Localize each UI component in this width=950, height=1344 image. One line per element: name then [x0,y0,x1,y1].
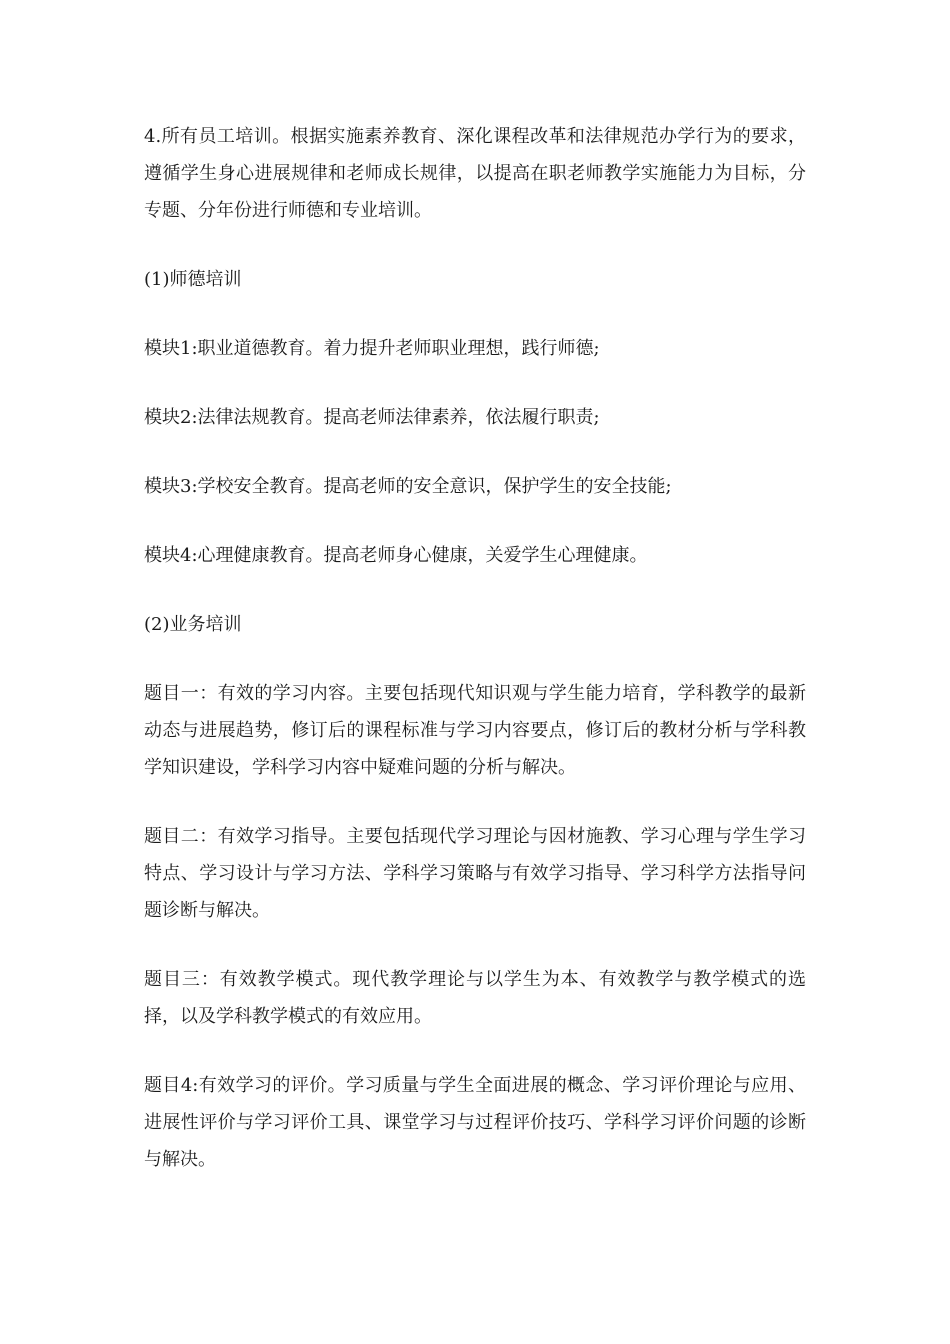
paragraph-all-staff-training: 4.所有员工培训。根据实施素养教育、深化课程改革和法律规范办学行为的要求，遵循学生身心进展规律和老师成长规律，以提高在职老师教学实施能力为目标，分专题、分年份进行师德和专业培训。 [144,126,806,221]
document-body [144,118,806,1210]
paragraph-topic-4: 题目4:有效学习的评价。学习质量与学生全面进展的概念、学习评价理论与应用、进展性评价与学习评价工具、课堂学习与过程评价技巧、学科学习评价问题的诊断与解决。 [144,1075,806,1170]
heading-ethics-training: (1)师德培训 [144,269,242,290]
paragraph-topic-3: 题目三：有效教学模式。现代教学理论与以学生为本、有效教学与教学模式的选择，以及学科教学模式的有效应用。 [144,969,806,1027]
paragraph-module-1: 模块1:职业道德教育。着力提升老师职业理想，践行师德; [144,338,600,359]
paragraph-module-2: 模块2:法律法规教育。提高老师法律素养，依法履行职责; [144,407,600,428]
paragraph-module-3: 模块3:学校安全教育。提高老师的安全意识，保护学生的安全技能; [144,476,672,497]
paragraph-module-4: 模块4:心理健康教育。提高老师身心健康，关爱学生心理健康。 [144,545,648,566]
paragraph-topic-1: 题目一：有效的学习内容。主要包括现代知识观与学生能力培育，学科教学的最新动态与进展趋势，修订后的课程标准与学习内容要点，修订后的教材分析与学科教学知识建设，学科学习内容中疑难问题的分析与解决。 [144,683,806,778]
heading-business-training: (2)业务培训 [144,614,242,635]
paragraph-topic-2: 题目二：有效学习指导。主要包括现代学习理论与因材施教、学习心理与学生学习特点、学习设计与学习方法、学科学习策略与有效学习指导、学习科学方法指导问题诊断与解决。 [144,826,806,921]
